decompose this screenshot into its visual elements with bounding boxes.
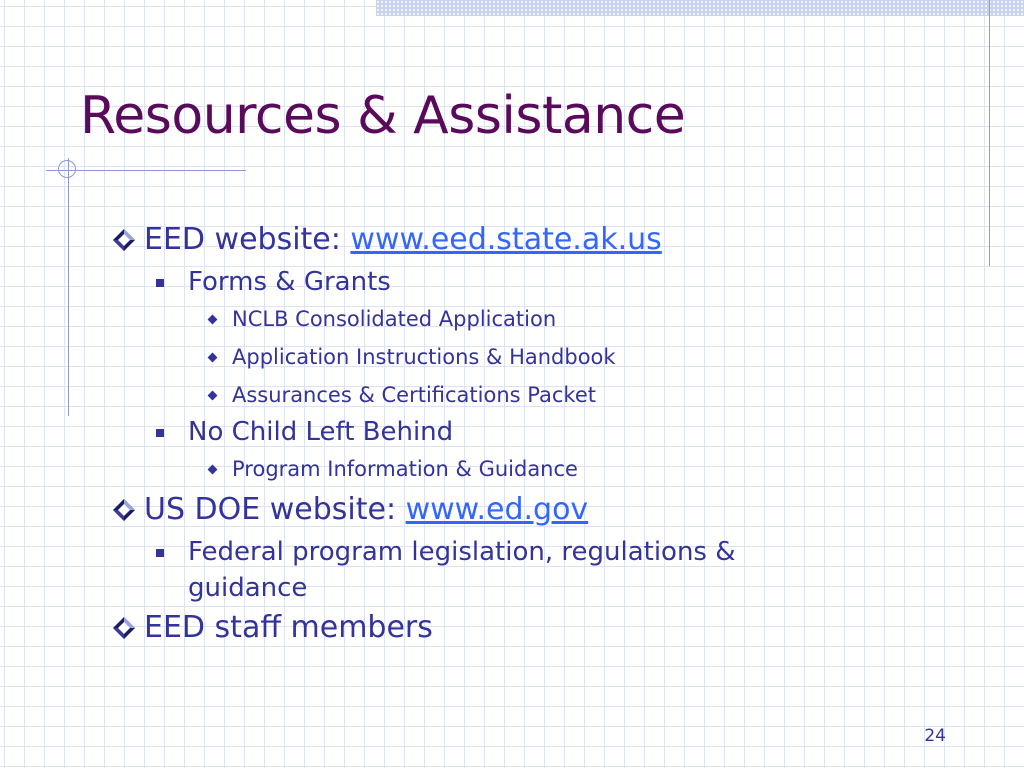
bullet-federal-program-legislation [110, 534, 990, 606]
bullet-label: Federal program legislation, regulations & guidance [188, 537, 736, 603]
bullet-label: EED staff members [144, 610, 433, 645]
us-doe-website-link[interactable]: www.ed.gov [405, 492, 589, 527]
left-decorative-line [68, 158, 69, 416]
square-bullet-icon [156, 429, 164, 437]
small-diamond-bullet-icon [208, 353, 218, 363]
bullet-label: US DOE website: [144, 492, 406, 527]
square-bullet-icon [156, 549, 164, 557]
bullet-assurances-certifications [110, 376, 990, 414]
small-diamond-bullet-icon [208, 465, 218, 475]
bullet-label: EED website: [144, 222, 351, 257]
diamond-bullet-icon [112, 616, 136, 640]
bullet-list [110, 218, 990, 652]
square-bullet-icon [156, 279, 164, 287]
bullet-forms-grants [110, 264, 990, 300]
diamond-bullet-icon [112, 498, 136, 522]
bullet-eed-staff-members [110, 606, 990, 650]
top-decorative-band [376, 0, 1024, 16]
bullet-label: NCLB Consolidated Application [232, 307, 557, 331]
bullet-label: Assurances & Certifications Packet [232, 383, 596, 407]
bullet-application-instructions [110, 338, 990, 376]
bullet-eed-website [110, 218, 990, 262]
bullet-label: Application Instructions & Handbook [232, 345, 616, 369]
page-number: 24 [924, 726, 946, 746]
diamond-bullet-icon [112, 228, 136, 252]
small-diamond-bullet-icon [208, 315, 218, 325]
title-circle-ornament [58, 160, 76, 178]
bullet-no-child-left-behind [110, 414, 990, 450]
small-diamond-bullet-icon [208, 391, 218, 401]
bullet-us-doe-website [110, 488, 990, 532]
bullet-label: Forms & Grants [188, 267, 391, 297]
eed-website-link[interactable]: www.eed.state.ak.us [350, 222, 662, 257]
bullet-nclb-consolidated-application [110, 300, 990, 338]
title-underline [46, 170, 246, 171]
slide-title: Resources & Assistance [80, 86, 686, 146]
bullet-label: No Child Left Behind [188, 417, 454, 447]
bullet-program-information [110, 450, 990, 488]
bullet-label: Program Information & Guidance [232, 457, 578, 481]
